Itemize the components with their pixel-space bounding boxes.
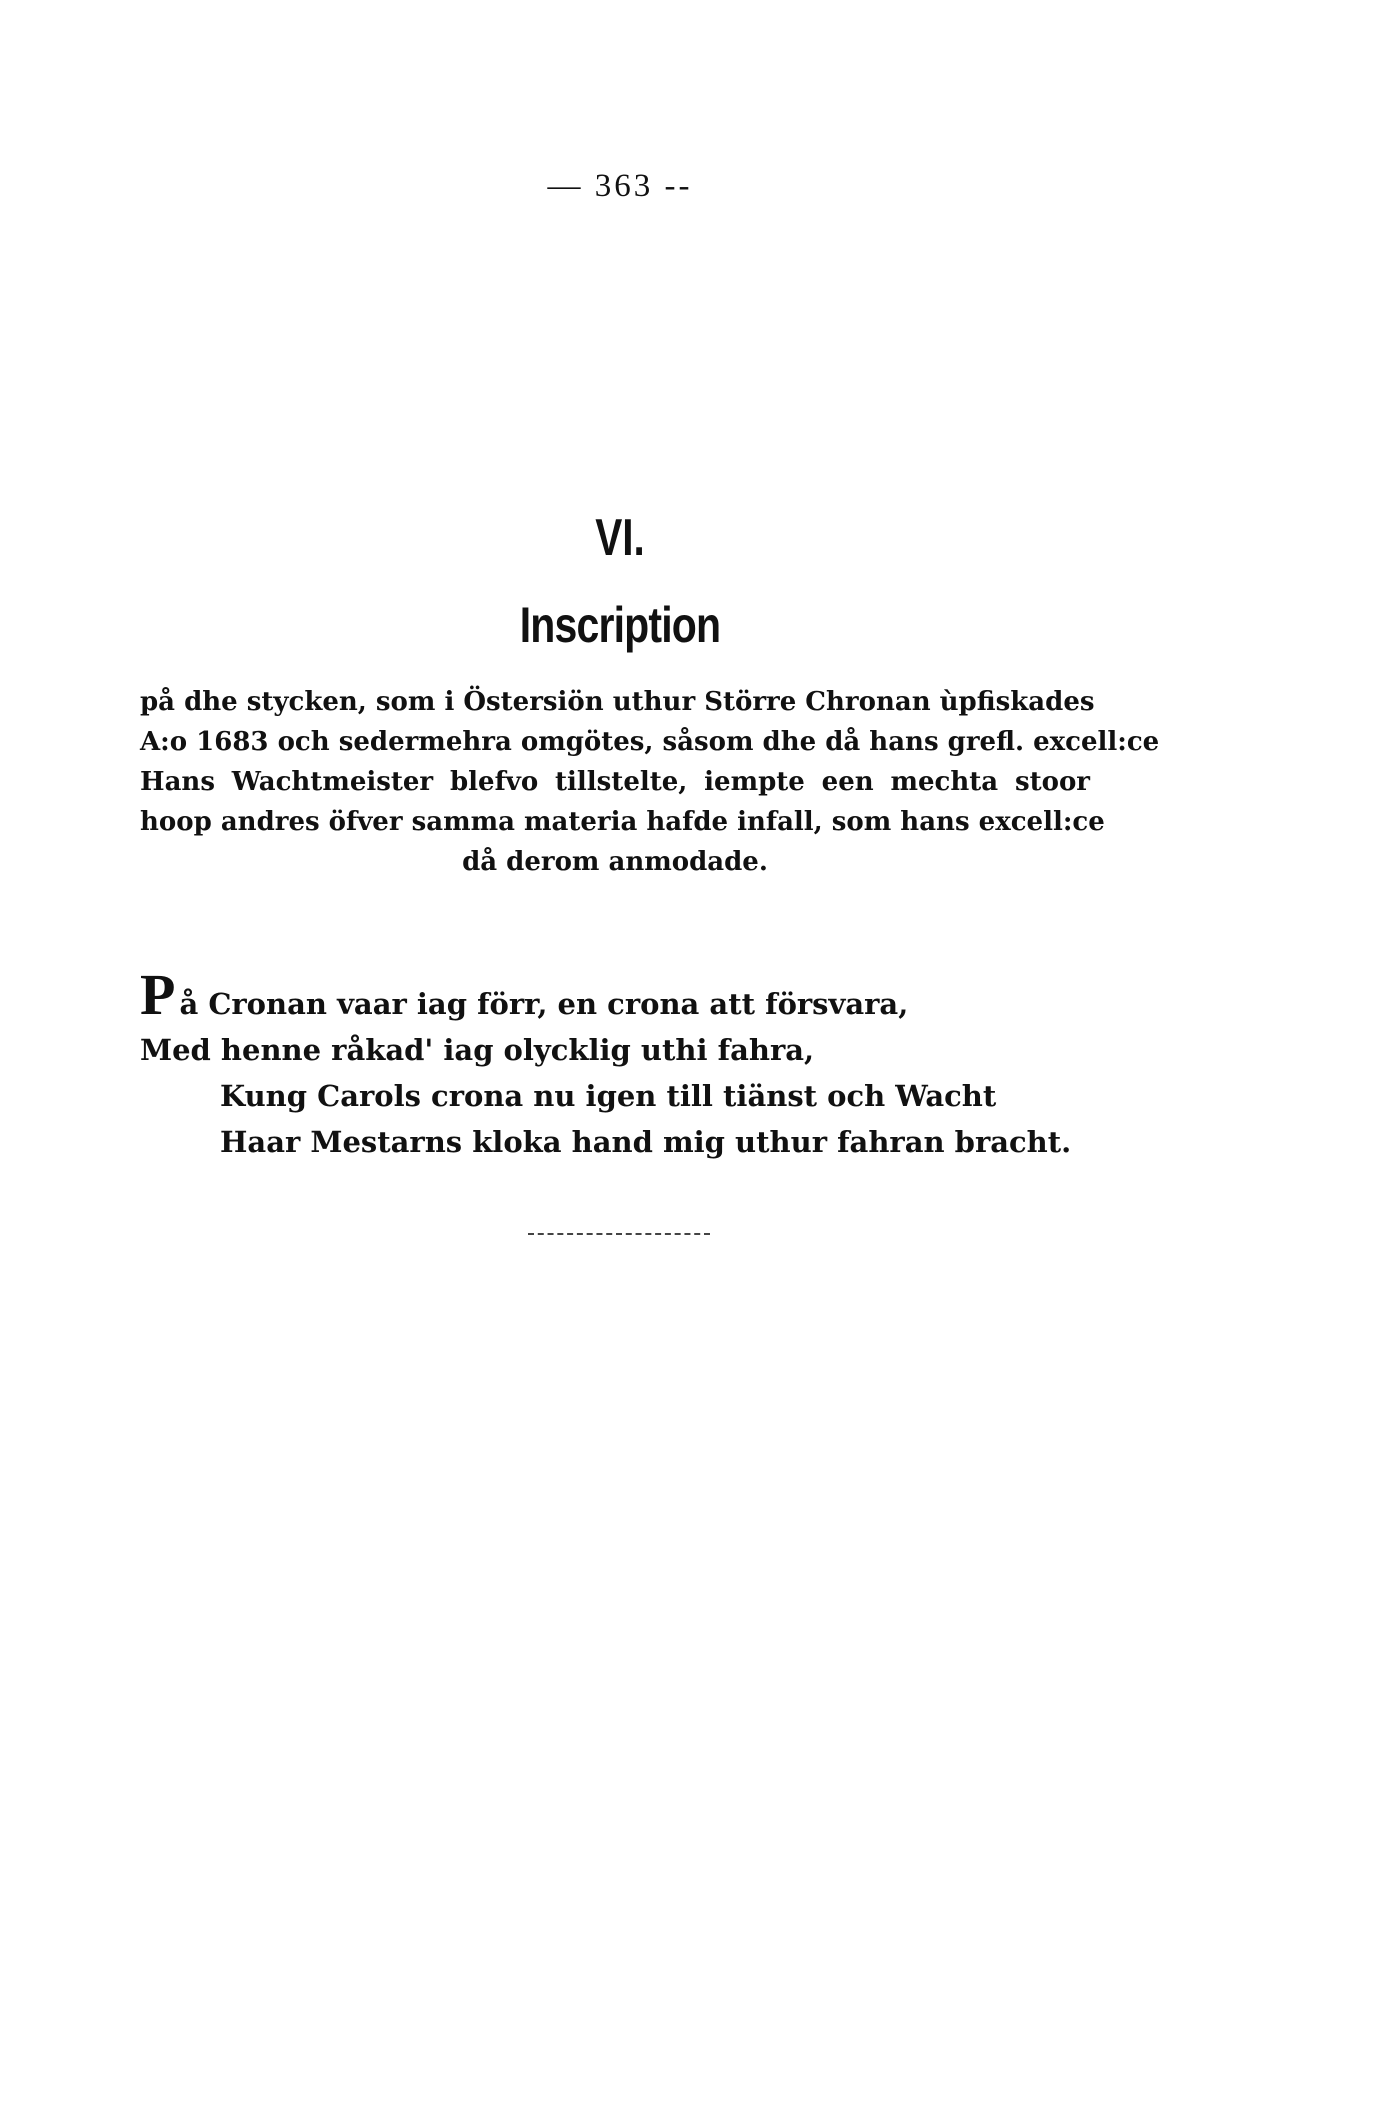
drop-cap: P	[140, 962, 176, 1027]
section-subtitle	[140, 682, 1160, 882]
subtitle-line: A:o 1683 och sedermehra omgötes, såsom dhe då hans grefl. excell:ce	[140, 727, 1160, 757]
section-heading: Inscription	[519, 597, 721, 653]
verse-line-text: å Cronan vaar iag förr, en crona att försvara,	[179, 987, 909, 1021]
subtitle-line: Hans Wachtmeister blefvo tillstelte, iempte een mechta stoor	[140, 767, 1090, 797]
verse-line: Haar Mestarns kloka hand mig uthur fahran bracht.	[220, 1125, 1072, 1159]
section-numeral: VI.	[595, 509, 645, 567]
verse-line: Med henne råkad' iag olycklig uthi fahra,	[140, 1033, 815, 1067]
subtitle-line: hoop andres öfver samma materia hafde infall, som hans excell:ce	[140, 807, 1105, 837]
section-divider	[528, 1233, 710, 1235]
verse-line	[140, 962, 1100, 1027]
subtitle-line: då derom anmodade.	[462, 847, 768, 877]
subtitle-line: på dhe stycken, som i Östersiön uthur Större Chronan ùpfiskades	[140, 687, 1095, 717]
page-number: — 363 --	[547, 168, 693, 204]
verse-line: Kung Carols crona nu igen till tiänst och Wacht	[220, 1079, 997, 1113]
verse	[140, 962, 1100, 1165]
